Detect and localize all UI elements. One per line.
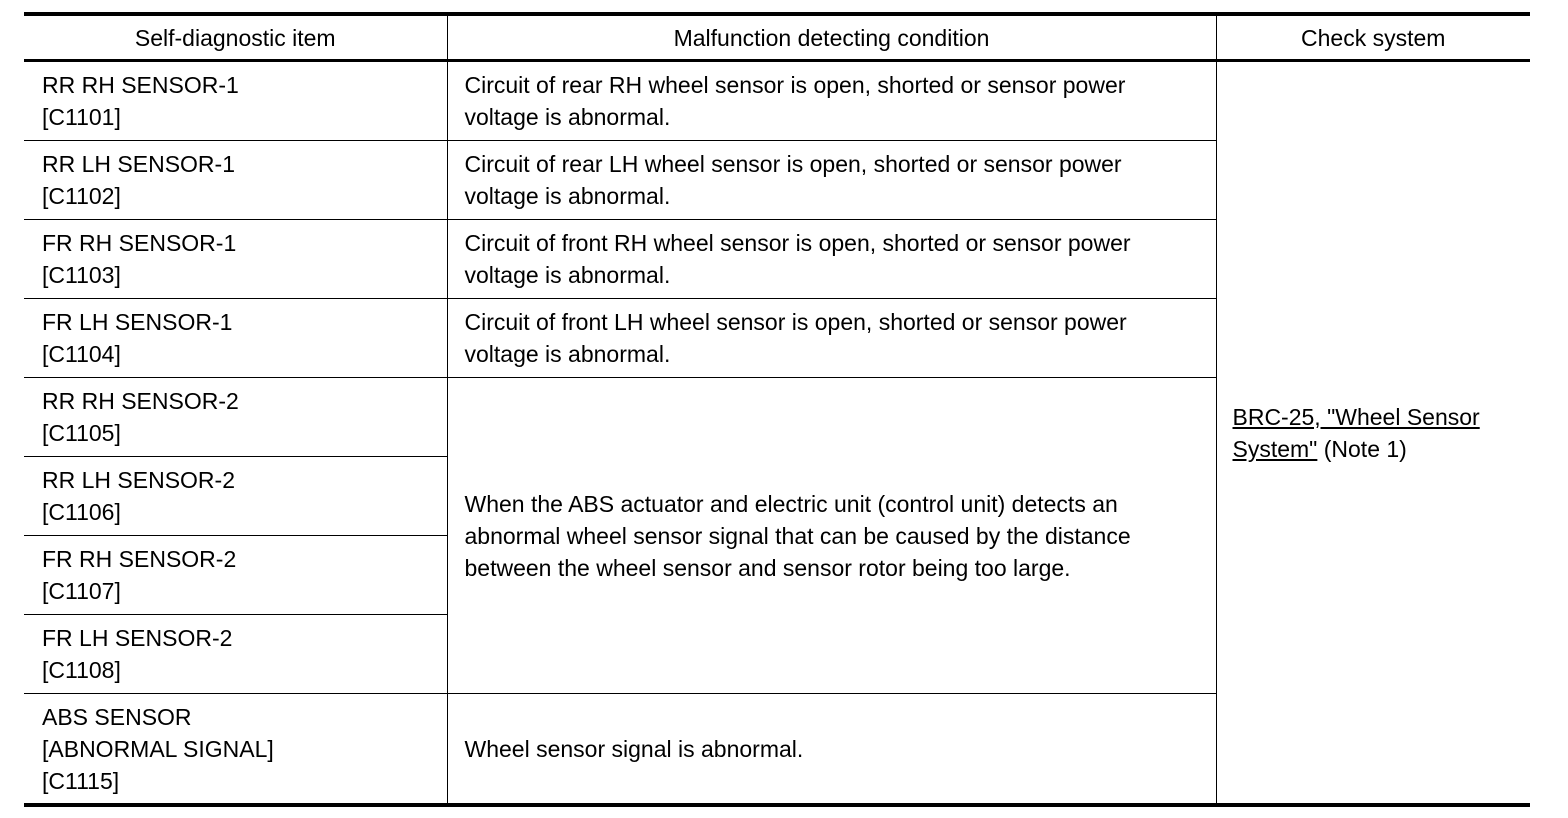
header-check-system: Check system [1216,14,1530,61]
table-row [24,61,1530,141]
item-cell [24,536,447,615]
diagnostic-table [24,12,1530,807]
check-system-link-cont[interactable]: System" [1232,435,1318,462]
item-name: RR RH SENSOR-2 [42,388,239,414]
item-code: [C1115] [42,767,120,794]
item-cell [24,694,447,806]
header-malfunction-condition: Malfunction detecting condition [447,14,1216,61]
header-self-diagnostic-item: Self-diagnostic item [24,14,447,61]
condition-cell [447,378,1216,694]
item-code: [C1102] [42,183,121,209]
condition-text: Circuit of front RH wheel sensor is open, shorted or sensor power [464,230,1131,256]
condition-text: Wheel sensor signal is abnormal. [464,735,804,762]
item-name: FR LH SENSOR-2 [42,625,233,651]
condition-text: Circuit of rear RH wheel sensor is open, shorted or sensor power [464,72,1126,98]
condition-cell [447,141,1216,220]
item-code: [C1107] [42,578,121,604]
condition-text: abnormal wheel sensor signal that can be caused by the distance [464,522,1131,549]
condition-text: Circuit of rear LH wheel sensor is open, shorted or sensor power [464,151,1122,177]
condition-text: When the ABS actuator and electric unit (control unit) detects an [464,490,1118,517]
item-code: [C1105] [42,420,121,446]
item-cell [24,220,447,299]
condition-text: voltage is abnormal. [464,262,671,288]
header-row [24,14,1530,61]
check-system-link[interactable]: BRC-25, "Wheel Sensor [1232,403,1480,430]
condition-text: voltage is abnormal. [464,341,671,367]
item-detail: [ABNORMAL SIGNAL] [42,735,274,762]
condition-text: voltage is abnormal. [464,183,671,209]
item-code: [C1106] [42,499,121,525]
item-name: ABS SENSOR [42,703,192,730]
item-code: [C1101] [42,104,121,130]
item-cell [24,615,447,694]
item-name: FR LH SENSOR-1 [42,309,233,335]
condition-cell [447,220,1216,299]
condition-cell [447,299,1216,378]
condition-text: voltage is abnormal. [464,104,671,130]
check-system-cell [1216,61,1530,806]
item-code: [C1108] [42,657,121,683]
condition-cell [447,61,1216,141]
item-name: RR RH SENSOR-1 [42,72,239,98]
item-cell [24,61,447,141]
note-text: (Note 1) [1317,435,1407,462]
condition-text: Circuit of front LH wheel sensor is open, shorted or sensor power [464,309,1127,335]
item-cell [24,141,447,220]
item-name: FR RH SENSOR-2 [42,546,237,572]
item-name: FR RH SENSOR-1 [42,230,237,256]
item-cell [24,457,447,536]
condition-cell [447,694,1216,806]
condition-text: between the wheel sensor and sensor rotor being too large. [464,554,1071,581]
item-cell [24,378,447,457]
item-cell [24,299,447,378]
item-name: RR LH SENSOR-2 [42,467,235,493]
item-name: RR LH SENSOR-1 [42,151,235,177]
item-code: [C1103] [42,262,121,288]
item-code: [C1104] [42,341,121,367]
